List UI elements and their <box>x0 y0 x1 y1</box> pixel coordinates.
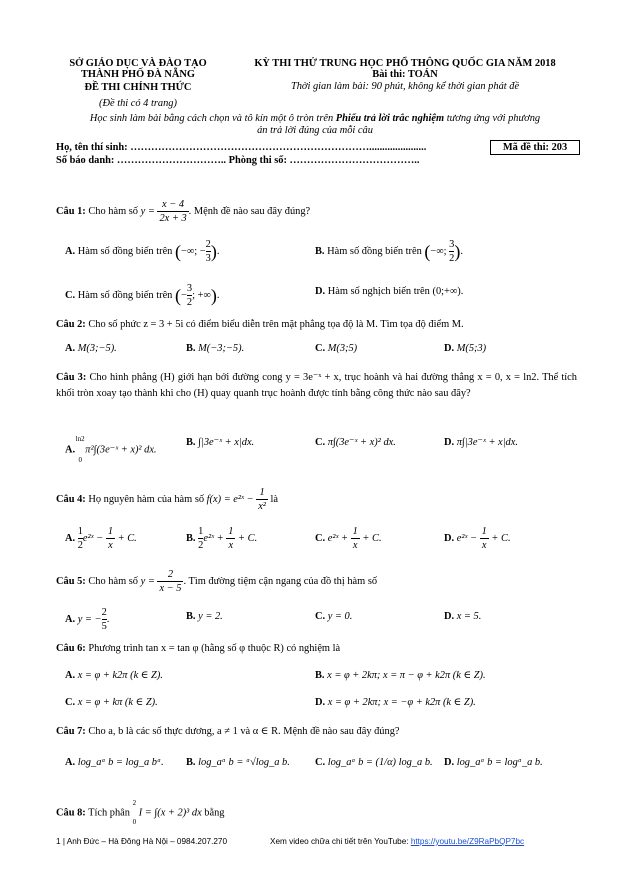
footer-video: Xem video chữa chi tiết trên YouTube: https://youtu.be/Z9RaPbQP7bc <box>270 837 525 846</box>
q1-option-a[interactable]: A. Hàm số đồng biến trên (−∞; − $\frac{2}{3}$ ). <box>65 239 220 264</box>
q7-option-a[interactable]: A. log_aᵅ b = log_a bᵅ. <box>65 757 164 768</box>
q3-option-d[interactable]: D. π∫|3e⁻ˣ + x|dx. <box>444 437 518 448</box>
instructions-line2: án trả lời đúng của mỗi câu <box>257 125 373 136</box>
pages-note: (Đề thi có 4 trang) <box>99 98 177 109</box>
q4-option-d[interactable]: D. e²ˣ − $\frac{1}{x}$ + C. <box>444 526 511 551</box>
q6-option-a[interactable]: A. x = φ + k2π (k ∈ Z). <box>65 670 163 681</box>
q5-option-d[interactable]: D. x = 5. <box>444 611 482 622</box>
question-1: Câu 1: Cho hàm số y = $\frac{x - 4}{2x + 3}$ . Mệnh đề nào sau đây đúng? <box>56 199 311 224</box>
dept-line2: THÀNH PHỐ ĐÀ NẴNG <box>80 69 195 80</box>
q1-option-d[interactable]: D. Hàm số nghịch biến trên (0;+∞). <box>315 286 464 297</box>
q3-option-b[interactable]: B. ∫|3e⁻ˣ + x|dx. <box>186 437 255 448</box>
q4-option-b[interactable]: B. $\frac{1}{2}$ e²ˣ + $\frac{1}{x}$ + C. <box>186 526 258 551</box>
q2-option-a[interactable]: A. M(3;−5). <box>65 343 117 354</box>
q2-option-d[interactable]: D. M(5;3) <box>444 343 487 354</box>
q4-option-a[interactable]: A. $\frac{1}{2}$ e²ˣ − $\frac{1}{x}$ + C. <box>65 526 137 551</box>
q5-option-a[interactable]: A. y = − $\frac{2}{5}$ . <box>65 607 110 632</box>
exam-time: Thời gian làm bài: 90 phút, không kể thời gian phát đề <box>290 81 520 92</box>
question-4: Câu 4: Họ nguyên hàm của hàm số f(x) = e²ˣ − $\frac{1}{\text{x²}}$ là <box>56 487 279 512</box>
q1-option-c[interactable]: C. Hàm số đồng biến trên (− $\frac{3}{2}$ ; +∞). <box>65 283 220 308</box>
question-2: Câu 2: Cho số phức z = 3 + 5i có điểm biểu diễn trên mặt phẳng tọa độ là M. Tìm tọa độ điểm M. <box>56 319 464 330</box>
question-7: Câu 7: Cho a, b là các số thực dương, a ≠ 1 và α ∈ R. Mệnh đề nào sau đây đúng? <box>56 726 400 737</box>
instructions-line1: Học sinh làm bài bằng cách chọn và tô kín một ô tròn trên Phiếu trả lời trắc nghiệm tương ứng với phương <box>89 113 541 124</box>
footer-author: 1 | Anh Đức – Hà Đông Hà Nội – 0984.207.270 <box>56 837 228 846</box>
question-3: Câu 3: Cho hình phẳng (H) giới hạn bởi đường cong y = 3e⁻ˣ + x, trục hoành và hai đường thẳng x = 0, x = ln2. Thể tích khối tròn xoay tạo thành khi cho (H) quay quanh trục hoành được tính bằng công thức nào sau đây? <box>56 372 577 399</box>
dept-line1: SỞ GIÁO DỤC VÀ ĐÀO TẠO <box>69 58 207 69</box>
q1-option-b[interactable]: B. Hàm số đồng biến trên (−∞; $\frac{3}{2}$ ). <box>315 239 463 264</box>
q4-option-c[interactable]: C. e²ˣ + $\frac{1}{x}$ + C. <box>315 526 382 551</box>
q5-option-b[interactable]: B. y = 2. <box>186 611 223 622</box>
question-5: Câu 5: Cho hàm số y = $\frac{2}{x - 5}$ . Tìm đường tiệm cận ngang của đồ thị hàm số <box>56 569 378 594</box>
q3-option-c[interactable]: C. π∫(3e⁻ˣ + x)² dx. <box>315 437 396 448</box>
q7-option-b[interactable]: B. log_aᵅ b = ᵅ√log_a b. <box>186 757 290 768</box>
question-6: Câu 6: Phương trình tan x = tan φ (hằng số φ thuộc R) có nghiệm là <box>56 643 341 654</box>
q5-option-c[interactable]: C. y = 0. <box>315 611 353 622</box>
q6-option-b[interactable]: B. x = φ + 2kπ; x = π − φ + k2π (k ∈ Z). <box>315 670 486 681</box>
subject: Bài thi: TOÁN <box>372 69 438 80</box>
q2-option-b[interactable]: B. M(−3;−5). <box>186 343 245 354</box>
q7-option-c[interactable]: C. log_aᵅ b = (1/α) log_a b. <box>315 757 433 768</box>
q6-option-c[interactable]: C. x = φ + kπ (k ∈ Z). <box>65 697 158 708</box>
exam-code-box: Mã đề thi: 203 <box>490 140 580 155</box>
exam-title: KỲ THI THỬ TRUNG HỌC PHỔ THÔNG QUỐC GIA NĂM 2018 <box>254 58 556 69</box>
q2-option-c[interactable]: C. M(3;5) <box>315 343 358 354</box>
q6-option-d[interactable]: D. x = φ + 2kπ; x = −φ + k2π (k ∈ Z). <box>315 697 476 708</box>
q7-option-d[interactable]: D. log_aᵅ b = logᵅ_a b. <box>444 757 543 768</box>
youtube-link[interactable]: https://youtu.be/Z9RaPbQP7bc <box>410 837 525 846</box>
q3-option-a[interactable]: A. ln2 0 π²∫(3e⁻ˣ + x)² dx. <box>65 435 157 464</box>
question-8: Câu 8: Tích phân 2 0 I = ∫(x + 2)³ dx bằng <box>56 799 225 826</box>
student-name-field[interactable]: Họ, tên thí sinh: ……………………………………………………………...................... <box>56 142 427 153</box>
official-label: ĐỀ THI CHÍNH THỨC <box>84 82 192 93</box>
student-id-field[interactable]: Số báo danh: ………………………….. Phòng thi số: ……………………………….. <box>56 155 420 166</box>
